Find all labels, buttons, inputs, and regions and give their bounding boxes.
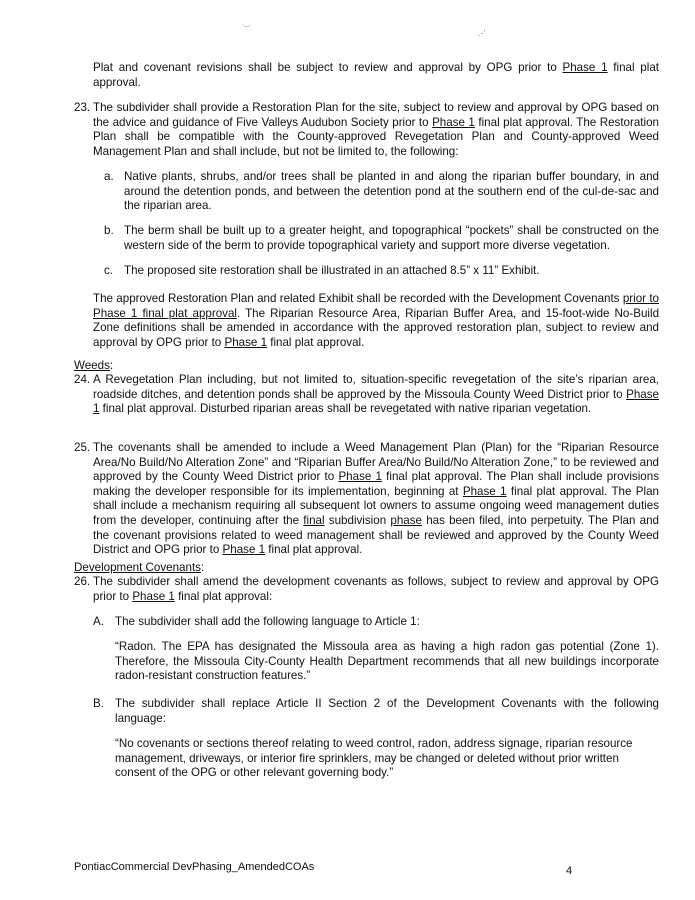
item-23c-text: The proposed site restoration shall be illustrated in an attached 8.5” x 11” Exhibit.: [124, 264, 540, 277]
item-number: 24.: [74, 373, 91, 386]
item-23a-text: Native plants, shrubs, and/or trees shall be planted in and along the riparian buffer boundary, in and around the detention ponds, and between the detention pond at the southern end of the cul-de-sac and the riparian area.: [124, 170, 659, 213]
section-heading: Development Covenants:: [74, 561, 205, 574]
radon-quote: “Radon. The EPA has designated the Missoula area as having a high radon gas potential (Zone 1). Therefore, the Missoula City-County Health Department recommends that all new buildings incorporate radon-resistant construction features.”: [115, 640, 659, 683]
scan-artifact: ︶: [242, 24, 252, 34]
sub-item-letter: A.: [93, 615, 104, 628]
item-number: 26.: [74, 575, 91, 588]
item-26-text: The subdivider shall amend the development covenants as follows, subject to review and approval by OPG prior to Phase 1 final plat approval:: [93, 575, 659, 603]
footer-filename: PontiacCommercial DevPhasing_AmendedCOAs: [74, 861, 315, 873]
page-number: 4: [566, 865, 573, 877]
item-24-text: A Revegetation Plan including, but not limited to, situation-specific revegetation of the site’s riparian area, roadside ditches, and detention ponds shall be approved by the Missoula County Weed District prior to Phase 1 final plat approval. Disturbed riparian areas shall be revegetated with native riparian vegetation.: [93, 373, 659, 416]
item-26B-text: The subdivider shall replace Article II Section 2 of the Development Covenants with the following language:: [115, 697, 659, 725]
sub-item-letter: B.: [93, 697, 104, 710]
section-heading: Weeds:: [74, 359, 114, 372]
scan-artifact: .-': [478, 28, 486, 38]
item-25-text: The covenants shall be amended to include a Weed Management Plan (Plan) for the “Riparian Resource Area/No Build/No Alteration Zone” and “Riparian Buffer Area/No Build/No Alteration Zone,” to be reviewed and approved by the County Weed District prior to Phase 1 final plat approval. The Plan shall include provisions making the developer responsible for its implementation, beginning at Phase 1 final plat approval. The Plan shall include a mechanism requiring all subsequent lot owners to assume ongoing weed management duties from the developer, continuing after the final subdivision phase has been filed, into perpetuity. The Plan and the covenant provisions related to weed management shall be reviewed and approved by the County Weed District and OPG prior to Phase 1 final plat approval.: [93, 441, 659, 557]
item-number: 25.: [74, 441, 91, 454]
item-23-text: The subdivider shall provide a Restoration Plan for the site, subject to review and approval by OPG based on the advice and guidance of Five Valleys Audubon Society prior to Phase 1 final plat approval. The Restoration Plan shall be compatible with the County-approved Revegetation Plan and County-approved Weed Management Plan and shall include, but not be limited to, the following:: [93, 101, 660, 158]
item-23-closing: The approved Restoration Plan and related Exhibit shall be recorded with the Development Covenants prior to Phase 1 final plat approval. The Riparian Resource Area, Riparian Buffer Area, and 15-foot-wide No-Build Zone definitions shall be amended in accordance with the approved restoration plan, subject to review and approval by OPG prior to Phase 1 final plat approval.: [93, 292, 660, 349]
sub-item-letter: c.: [104, 264, 114, 277]
sub-item-letter: a.: [104, 170, 114, 183]
intro-paragraph: Plat and covenant revisions shall be subject to review and approval by OPG prior to Phase 1 final plat approval.: [93, 61, 659, 89]
item-number: 23.: [74, 101, 91, 114]
covenant-quote: “No covenants or sections thereof relating to weed control, radon, address signage, riparian resource management, driveways, or interior fire sprinklers, may be changed or deleted without prior written consent of the OPG or other relevant governing body.”: [115, 737, 633, 780]
item-23b-text: The berm shall be built up to a greater height, and topographical “pockets” shall be constructed on the western side of the berm to provide topographical variety and support more diverse vegetation.: [124, 224, 659, 252]
item-26A-text: The subdivider shall add the following language to Article 1:: [115, 615, 420, 628]
sub-item-letter: b.: [104, 224, 114, 237]
